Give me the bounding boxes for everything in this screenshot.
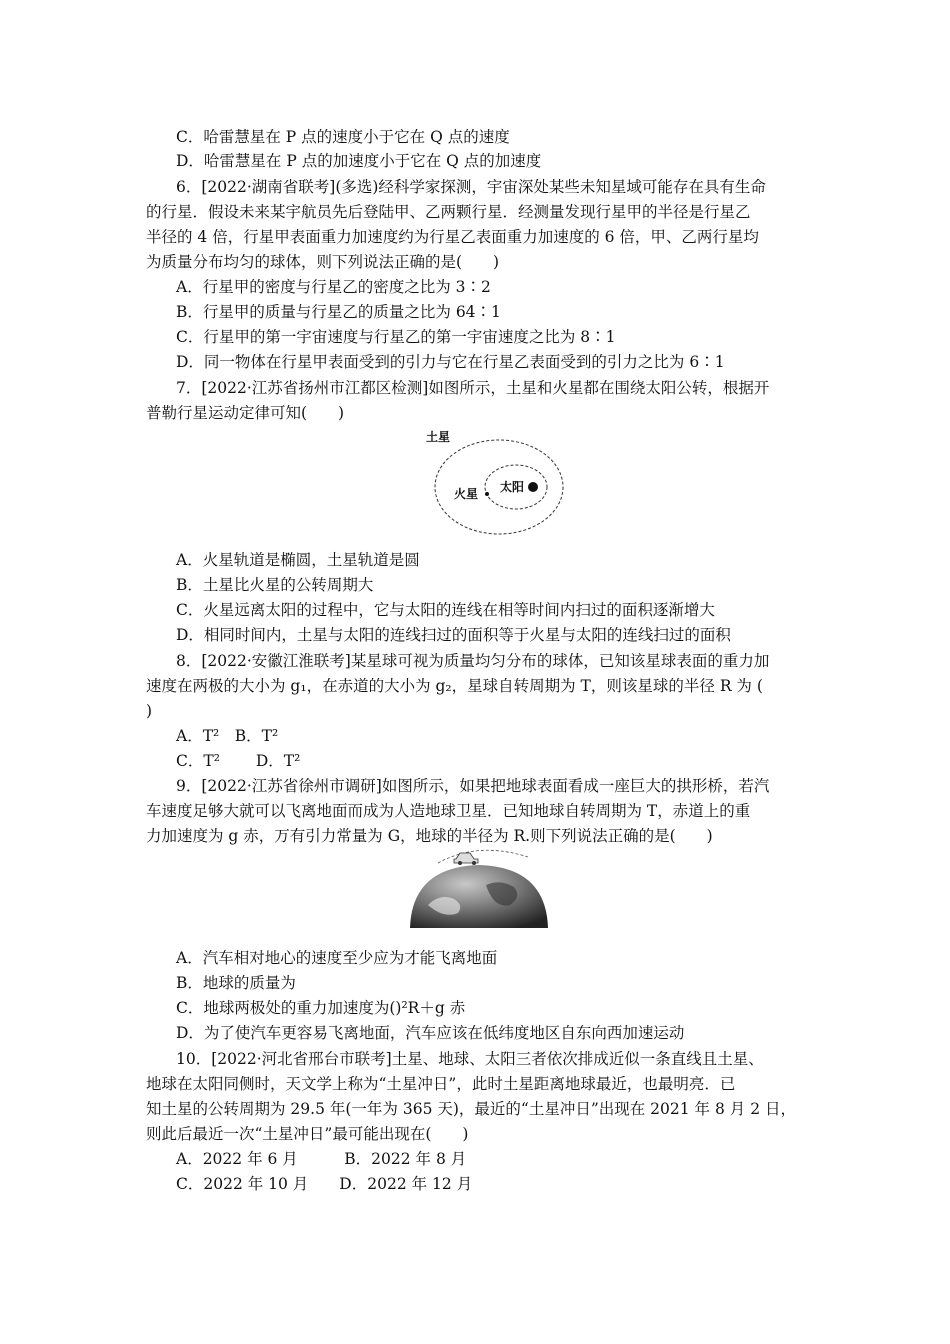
q10-stem-line-3: 知土星的公转周期为 29.5 年(一年为 365 天)，最近的“土星冲日”出现在 2021 年 8 月 2 日， bbox=[146, 1100, 796, 1118]
q10-options-ab: A．2022 年 6 月 B．2022 年 8 月 bbox=[176, 1150, 467, 1168]
q10-stem-line-2: 地球在太阳同侧时，天文学上称为“土星冲日”，此时土星距离地球最近，也最明亮．已 bbox=[146, 1075, 736, 1093]
sun-label: 太阳 bbox=[500, 480, 525, 494]
q9-option-b: B．地球的质量为 bbox=[176, 974, 296, 992]
q8-options-cd: C．T² D．T² bbox=[176, 752, 301, 770]
q8-options-ab: A．T² B．T² bbox=[176, 727, 279, 745]
q6-stem-line-3: 半径的 4 倍，行星甲表面重力加速度约为行星乙表面重力加速度的 6 倍，甲、乙两行星均 bbox=[146, 228, 759, 246]
q6-option-a: A．行星甲的密度与行星乙的密度之比为 3∶2 bbox=[176, 278, 491, 296]
q10-stem-line-4: 则此后最近一次“土星冲日”最可能出现在( ) bbox=[146, 1125, 469, 1143]
mars-label: 火星 bbox=[454, 487, 479, 501]
q9-stem-line-2: 车速度足够大就可以飞离地面而成为人造地球卫星．已知地球自转周期为 T，赤道上的重 bbox=[146, 802, 751, 820]
q5-option-c: C．哈雷慧星在 P 点的速度小于它在 Q 点的速度 bbox=[176, 128, 510, 146]
saturn-label: 土星 bbox=[426, 430, 451, 444]
q6-option-c: C．行星甲的第一宇宙速度与行星乙的第一宇宙速度之比为 8∶1 bbox=[176, 328, 616, 346]
sun-dot bbox=[528, 482, 538, 492]
q7-stem-line-1: 7．[2022·江苏省扬州市江都区检测]如图所示，土星和火星都在围绕太阳公转，根据开 bbox=[176, 379, 770, 397]
q6-stem-line-4: 为质量分布均匀的球体，则下列说法正确的是( ) bbox=[146, 253, 500, 271]
q7-stem-line-2: 普勒行星运动定律可知( ) bbox=[146, 404, 345, 422]
q7-option-c: C．火星远离太阳的过程中，它与太阳的连线在相等时间内扫过的面积逐渐增大 bbox=[176, 601, 715, 619]
q9-stem-line-1: 9．[2022·江苏省徐州市调研]如图所示，如果把地球表面看成一座巨大的拱形桥，若汽 bbox=[176, 777, 770, 795]
q8-stem-line-3: ) bbox=[146, 702, 153, 720]
q8-stem-line-1: 8．[2022·安徽江淮联考]某星球可视为质量均匀分布的球体，已知该星球表面的重力加 bbox=[176, 652, 770, 670]
q9-stem-line-3: 力加速度为 g 赤，万有引力常量为 G，地球的半径为 R.则下列说法正确的是( ) bbox=[146, 827, 713, 845]
q9-option-a: A．汽车相对地心的速度至少应为才能飞离地面 bbox=[176, 949, 498, 967]
q9-option-d: D．为了使汽车更容易飞离地面，汽车应该在低纬度地区自东向西加速运动 bbox=[176, 1024, 685, 1042]
q7-option-d: D．相同时间内，土星与太阳的连线扫过的面积等于火星与太阳的连线扫过的面积 bbox=[176, 626, 731, 644]
q6-stem-line-1: 6．[2022·湖南省联考](多选)经科学家探测，宇宙深处某些未知星域可能存在具有生命 bbox=[176, 178, 766, 196]
q10-stem-line-1: 10．[2022·河北省邢台市联考]土星、地球、太阳三者依次排成近似一条直线且土星、 bbox=[176, 1050, 764, 1068]
q6-stem-line-2: 的行星．假设未来某宇航员先后登陆甲、乙两颗行星．经测量发现行星甲的半径是行星乙 bbox=[146, 203, 751, 221]
earth-arch-bridge-figure bbox=[408, 845, 550, 930]
q5-option-d: D．哈雷慧星在 P 点的加速度小于它在 Q 点的加速度 bbox=[176, 152, 542, 170]
orbit-diagram bbox=[420, 424, 580, 542]
q6-option-d: D．同一物体在行星甲表面受到的引力与它在行星乙表面受到的引力之比为 6∶1 bbox=[176, 353, 725, 371]
q7-option-b: B．土星比火星的公转周期大 bbox=[176, 576, 374, 594]
q10-options-cd: C．2022 年 10 月 D．2022 年 12 月 bbox=[176, 1175, 473, 1193]
q9-option-c: C．地球两极处的重力加速度为()²R＋g 赤 bbox=[176, 999, 466, 1017]
q8-stem-line-2: 速度在两极的大小为 g₁，在赤道的大小为 g₂，星球自转周期为 T，则该星球的半径 R 为 ( bbox=[146, 677, 763, 695]
earth-icon bbox=[410, 865, 548, 928]
q7-option-a: A．火星轨道是椭圆，土星轨道是圆 bbox=[176, 551, 420, 569]
q6-option-b: B．行星甲的质量与行星乙的质量之比为 64∶1 bbox=[176, 303, 501, 321]
mars-dot bbox=[485, 492, 489, 496]
